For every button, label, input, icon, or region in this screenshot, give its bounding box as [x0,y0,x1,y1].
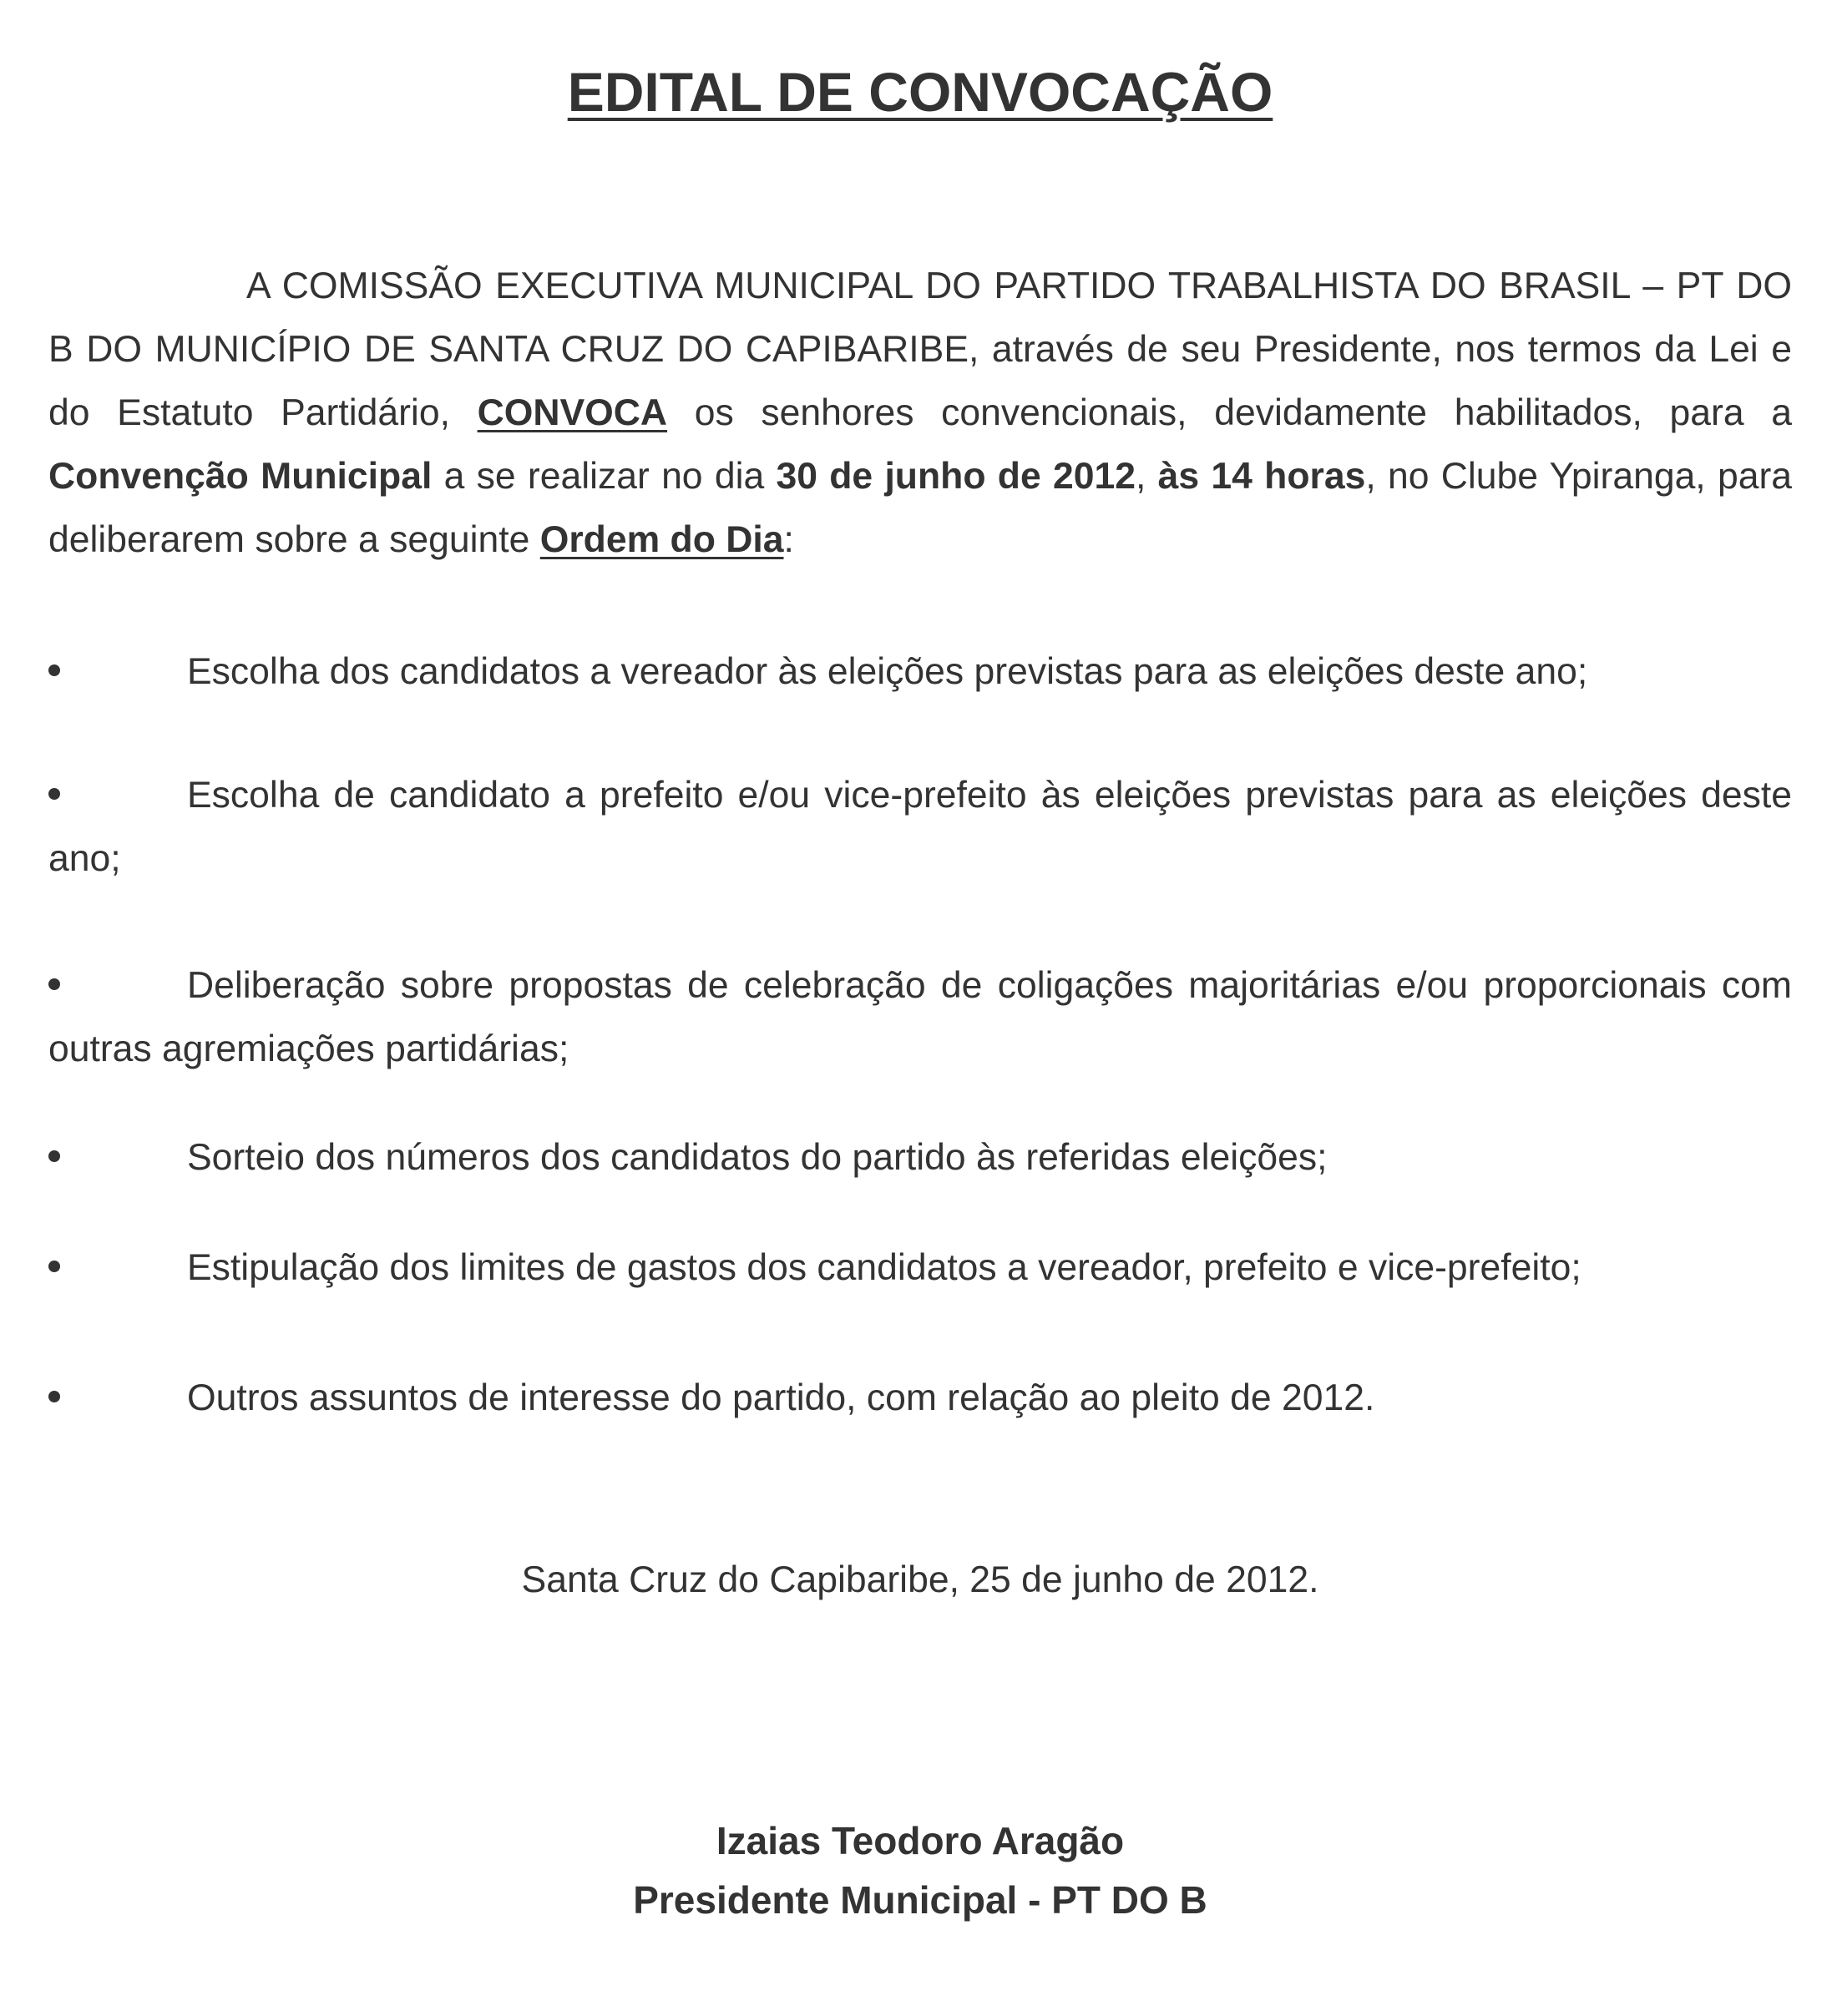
intro-paragraph [48,255,1792,572]
intro-text-2: os senhores convencionais, devidamente habilitados, para a [667,392,1792,433]
convoca-emphasis: CONVOCA [477,392,668,433]
bullet-icon [48,764,187,827]
event-time: às 14 horas [1157,456,1366,497]
agenda-item-text: Outros assuntos de interesse do partido, com relação ao pleito de 2012. [187,1377,1375,1418]
place-and-date: Santa Cruz do Capibaribe, 25 de junho de 2012. [521,1559,1319,1600]
bullet-icon [48,640,187,704]
bullet-icon [48,1236,187,1300]
convencao-emphasis: Convenção Municipal [48,456,433,497]
agenda-item-text: Escolha dos candidatos a vereador às eleições previstas para as eleições deste ano; [187,651,1588,692]
event-date: 30 de junho de 2012 [776,456,1136,497]
document-title: EDITAL DE CONVOCAÇÃO [567,61,1273,123]
agenda-item [48,1126,1792,1190]
signer-name: Izaias Teodoro Aragão [716,1819,1125,1862]
intro-text-5: , no Clube Ypiranga, para deliberarem sobre a seguinte [48,456,1793,560]
agenda-item-text: Deliberação sobre propostas de celebração de coligações majoritárias e/ou proporcionais com outras agremiações partidárias; [48,965,1792,1069]
ordem-do-dia-emphasis: Ordem do Dia [539,519,784,560]
agenda-item-text: Estipulação dos limites de gastos dos candidatos a vereador, prefeito e vice-prefeito; [187,1247,1581,1288]
agenda-item [48,640,1792,704]
agenda-item [48,1367,1792,1430]
agenda-item [48,764,1792,891]
intro-text-1: A COMISSÃO EXECUTIVA MUNICIPAL DO PARTIDO TRABALHISTA DO BRASIL – PT DO B DO MUNICÍPIO DE SANTA CRUZ DO CAPIBARIBE, através de seu Presidente, nos termos da Lei e do Estatuto Partidário, [48,265,1792,433]
agenda-item-text: Sorteio dos números dos candidatos do partido às referidas eleições; [187,1137,1328,1178]
intro-text-6: : [783,519,794,560]
agenda-item [48,954,1792,1081]
intro-text-3: a se realizar no dia [432,456,777,497]
signer-role: Presidente Municipal - PT DO B [633,1878,1207,1922]
intro-text-4: , [1136,456,1158,497]
bullet-icon [48,1367,187,1430]
agenda-item-text: Escolha de candidato a prefeito e/ou vice-prefeito às eleições previstas para as eleições deste ano; [48,775,1792,879]
agenda-item [48,1236,1792,1300]
bullet-icon [48,954,187,1018]
bullet-icon [48,1126,187,1190]
